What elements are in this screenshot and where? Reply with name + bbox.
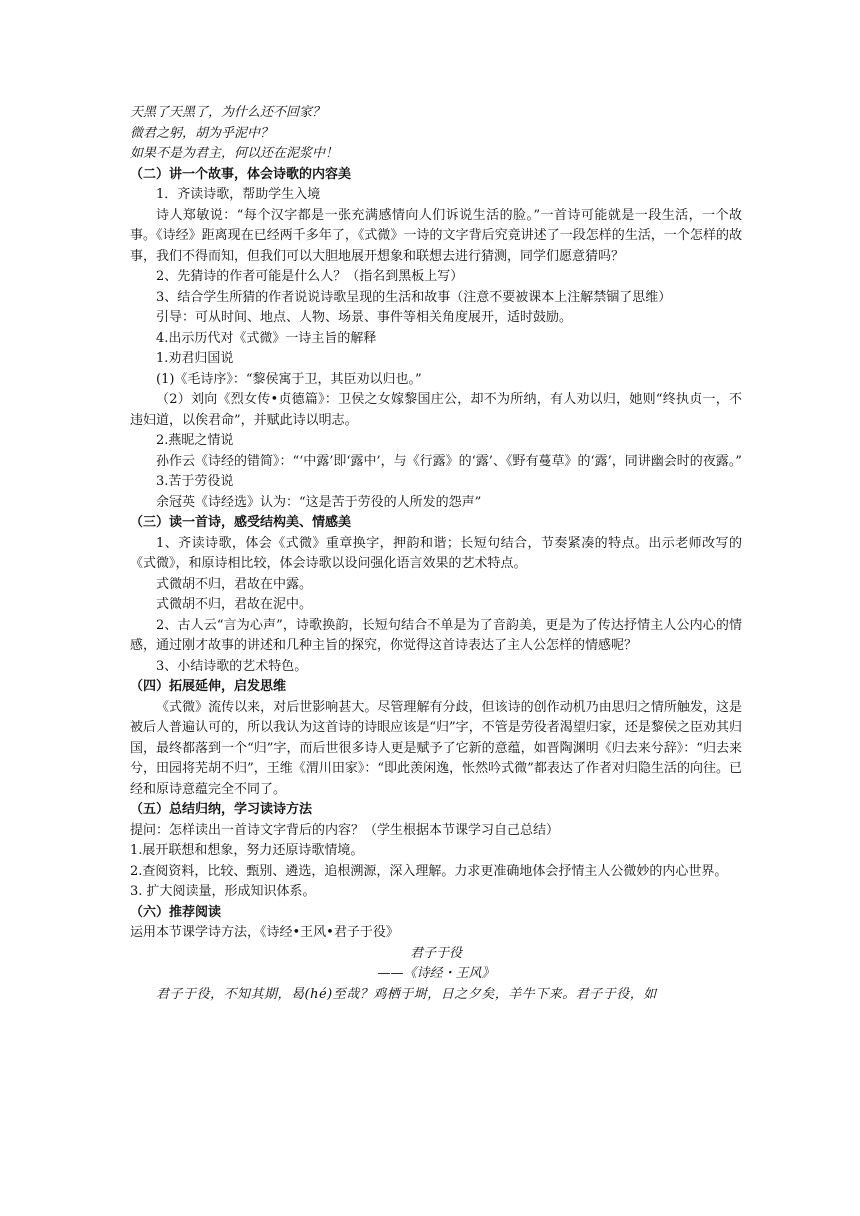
paragraph: 诗人郑敏说：“每个汉字都是一张充满感情向人们诉说生活的脸。”一首诗可能就是一段生活，一个故事。《诗经》距离现在已经两千多年了，《式微》一诗的文字背后究竟讲述了一段怎样的生活，一个怎样的故事，我们不得而知，但我们可以大胆地展开想象和联想去进行猜测，同学们愿意猜吗？ (130, 207, 742, 264)
list-item: 3. 扩大阅读量，形成知识体系。 (130, 884, 316, 899)
intro-line: 微君之躬，胡为乎泥中？ (130, 125, 274, 141)
paragraph: 3、小结诗歌的艺术特色。 (156, 658, 308, 674)
paragraph: 引导：可从时间、地点、人物、场景、事件等相关角度展开，适时鼓励。 (156, 310, 573, 325)
paragraph: 2.燕昵之情说 (156, 433, 234, 448)
paragraph: 2、古人云“言为心声”，诗歌换韵，长短句结合不单是为了音韵美，更是为了传达抒情主人公内心的情感，通过刚才故事的讲述和几种主旨的探究，你觉得这首诗表达了主人公怎样的情感呢？ (130, 617, 742, 653)
paragraph: 提问：怎样读出一首诗文字背后的内容？（学生根据本节课学习自己总结） (130, 822, 560, 838)
paragraph: 《式微》流传以来，对后世影响甚大。尽管理解有分歧，但该诗的创作动机乃由思归之情所触发，这是被后人普遍认可的，所以我认为这首诗的诗眼应该是“归”字，不管是劳役者渴望归家，还是黎侯之臣劝其归国，最终都落到一个“归”字，而后世很多诗人更是赋予了它新的意蕴，如晋陶渊明《归去来兮辞》：“归去来兮，田园将芜胡不归”，王维《渭川田家》：“即此羡闲逸，怅然吟式微”都表达了作者对归隐生活的向往。已经和原诗意蕴完全不同了。 (130, 699, 742, 797)
poem-variant-line: 式微胡不归，君故在泥中。 (156, 597, 313, 612)
document-body (130, 103, 742, 1005)
section-heading: （四）拓展延伸，启发思维 (130, 679, 287, 694)
poem-body: 君子于役，不知其期，曷(hé)至哉？鸡栖于埘，日之夕矣，羊牛下来。君子于役，如 (156, 986, 657, 1002)
paragraph: 运用本节课学诗方法，《诗经•王风•君子于役》 (130, 925, 399, 940)
section-heading: （三）读一首诗，感受结构美、情感美 (130, 515, 352, 530)
poem-variant-line: 式微胡不归，君故在中露。 (156, 576, 313, 592)
intro-line: 天黑了天黑了，为什么还不回家？ (130, 105, 326, 120)
paragraph: 余冠英《诗经选》认为：“这是苦于劳役的人所发的怨声” (156, 494, 482, 510)
intro-line: 如果不是为君主，何以还在泥浆中！ (130, 146, 339, 161)
paragraph: （2）刘向《烈女传•贞德篇》：卫侯之女嫁黎国庄公，却不为所纳，有人劝以归，她则“终执贞一，不违妇道，以俟君命”，并赋此诗以明志。 (130, 392, 742, 428)
paragraph: 3、结合学生所猜的作者说说诗歌呈现的生活和故事（注意不要被课本上注解禁锢了思维） (156, 289, 672, 305)
paragraph: 1．齐读诗歌，帮助学生入境 (156, 187, 321, 202)
poem-source: ——《诗经・王风》 (377, 966, 495, 981)
paragraph: 4.出示历代对《式微》一诗主旨的解释 (156, 330, 377, 346)
paragraph: 3.苦于劳役说 (156, 474, 234, 489)
paragraph: 1、齐读诗歌，体会《式微》重章换字，押韵和谐；长短句结合，节奏紧凑的特点。出示老师改写的《式微》，和原诗相比较，体会诗歌以设问强化语言效果的艺术特点。 (130, 535, 742, 571)
section-heading: （五）总结归纳，学习读诗方法 (130, 802, 313, 817)
paragraph: 2、先猜诗的作者可能是什么人？（指名到黑板上写） (156, 269, 464, 284)
poem-title: 君子于役 (409, 945, 462, 961)
list-item: 1.展开联想和想象，努力还原诗歌情境。 (130, 843, 364, 858)
list-item: 2.查阅资料，比较、甄别、遴选，追根溯源，深入理解。力求更准确地体会抒情主人公微妙的内心世界。 (130, 863, 728, 879)
section-heading: （六）推荐阅读 (130, 904, 222, 920)
section-heading: （二）讲一个故事，体会诗歌的内容美 (130, 166, 352, 182)
paragraph: 1.劝君归国说 (156, 351, 234, 366)
paragraph: (1)《毛诗序》：“黎侯寓于卫，其臣劝以归也。” (156, 371, 422, 387)
paragraph: 孙作云《诗经的错简》：“‘中露’即‘露中’，与《行露》的‘露’、《野有蔓草》的‘露’，同讲幽会时的夜露。” (156, 453, 742, 469)
